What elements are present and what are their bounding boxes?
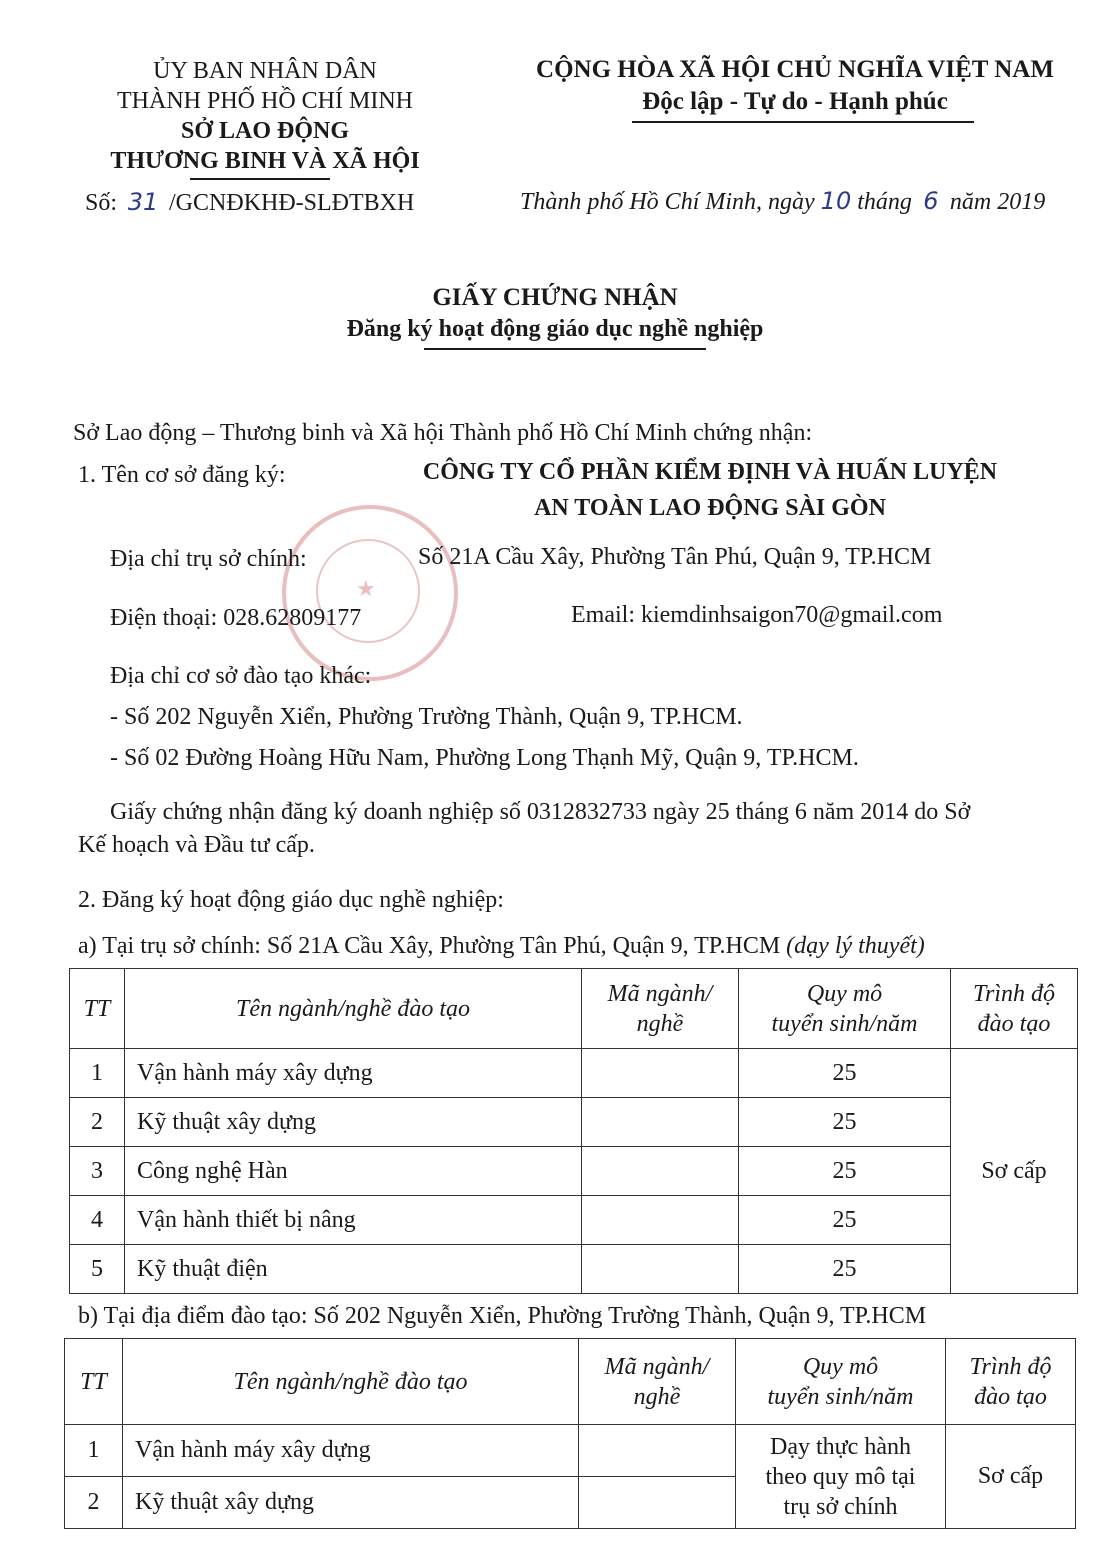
row-tt: 1	[70, 1049, 125, 1098]
number-prefix: Số:	[85, 190, 118, 216]
row-tt: 4	[70, 1196, 125, 1245]
table-row	[70, 1196, 1078, 1245]
business-registration-line-1: Giấy chứng nhận đăng ký doanh nghiệp số 0312832733 ngày 25 tháng 6 năm 2014 do Sở	[110, 799, 971, 825]
certificate-subtitle: Đăng ký hoạt động giáo dục nghề nghiệp	[346, 316, 764, 342]
scale-line-1: Dạy thực hành	[770, 1433, 911, 1460]
header-scale	[739, 969, 951, 1049]
section-a-heading	[78, 933, 925, 960]
item1-label: 1. Tên cơ sở đăng ký:	[78, 462, 286, 488]
table-header-row	[70, 969, 1078, 1049]
header-level-line-1: Trình độ	[969, 1353, 1052, 1380]
date-prefix: Thành phố Hồ Chí Minh, ngày	[520, 189, 815, 215]
row-scale: 25	[739, 1049, 951, 1098]
row-code	[582, 1098, 739, 1147]
company-name-line-2: AN TOÀN LAO ĐỘNG SÀI GÒN	[534, 495, 886, 521]
row-tt: 5	[70, 1245, 125, 1294]
header-scale-line-1: Quy mô	[802, 1353, 879, 1380]
header-code	[579, 1339, 736, 1425]
header-name: Tên ngành/nghề đào tạo	[123, 1339, 579, 1425]
row-scale: 25	[739, 1245, 951, 1294]
row-tt: 1	[65, 1425, 123, 1477]
header-scale-line-1: Quy mô	[806, 980, 883, 1007]
row-name: Kỹ thuật xây dựng	[123, 1477, 579, 1529]
row-name: Vận hành máy xây dựng	[125, 1049, 582, 1098]
row-code	[579, 1425, 736, 1477]
header-code-line-1: Mã ngành/	[607, 980, 713, 1007]
agency-underline	[190, 178, 330, 180]
row-code	[582, 1049, 739, 1098]
other-location-1: - Số 202 Nguyễn Xiển, Phường Trường Thành, Quận 9, TP.HCM.	[110, 704, 743, 730]
date-month-handwritten: 6	[923, 187, 939, 215]
agency-line-4: THƯƠNG BINH VÀ XÃ HỘI	[110, 148, 420, 174]
hq-address: Số 21A Cầu Xây, Phường Tân Phú, Quận 9, TP.HCM	[418, 544, 932, 570]
header-scale-line-2: tuyển sinh/năm	[767, 1383, 914, 1410]
row-tt: 2	[70, 1098, 125, 1147]
table-header-row	[65, 1339, 1076, 1425]
date-year: năm 2019	[949, 189, 1046, 215]
red-seal-stamp: ★	[282, 505, 458, 681]
header-code	[582, 969, 739, 1049]
row-code	[579, 1477, 736, 1529]
row-scale: 25	[739, 1098, 951, 1147]
row-scale: 25	[739, 1147, 951, 1196]
scale-line-2: theo quy mô tại	[765, 1463, 916, 1490]
nation-motto: Độc lập - Tự do - Hạnh phúc	[642, 88, 948, 115]
section-b-heading: b) Tại địa điểm đào tạo: Số 202 Nguyễn Xiển, Phường Trường Thành, Quận 9, TP.HCM	[78, 1303, 927, 1329]
table-row	[65, 1425, 1076, 1477]
phone-text: Điện thoại: 028.62809177	[110, 605, 362, 631]
date-month-word: tháng	[857, 189, 912, 215]
header-level	[946, 1339, 1076, 1425]
row-scale: 25	[739, 1196, 951, 1245]
table-row	[70, 1147, 1078, 1196]
issue-date	[520, 187, 1045, 216]
table-training-site	[64, 1338, 1076, 1529]
subtitle-underline	[424, 348, 706, 350]
document-number	[85, 188, 414, 217]
header-level-line-1: Trình độ	[972, 980, 1056, 1007]
row-code	[582, 1196, 739, 1245]
nation-title: CỘNG HÒA XÃ HỘI CHỦ NGHĨA VIỆT NAM	[536, 56, 1054, 83]
row-tt: 3	[70, 1147, 125, 1196]
row-name: Kỹ thuật xây dựng	[125, 1098, 582, 1147]
header-tt: TT	[70, 969, 125, 1049]
table-row	[70, 1098, 1078, 1147]
hq-label: Địa chỉ trụ sở chính:	[110, 546, 307, 572]
motto-underline	[632, 121, 974, 123]
email-text: Email: kiemdinhsaigon70@gmail.com	[571, 602, 943, 628]
row-code	[582, 1147, 739, 1196]
section-a-note: (dạy lý thuyết)	[786, 933, 925, 959]
business-registration-line-2: Kế hoạch và Đầu tư cấp.	[78, 832, 315, 858]
row-code	[582, 1245, 739, 1294]
date-day-handwritten: 10	[820, 187, 852, 215]
section-a-text: a) Tại trụ sở chính: Số 21A Cầu Xây, Phường Tân Phú, Quận 9, TP.HCM	[78, 933, 781, 959]
header-level	[951, 969, 1078, 1049]
row-name: Vận hành thiết bị nâng	[125, 1196, 582, 1245]
header-scale	[736, 1339, 946, 1425]
number-suffix: /GCNĐKHĐ-SLĐTBXH	[169, 190, 415, 216]
row-name: Công nghệ Hàn	[125, 1147, 582, 1196]
header-code-line-2: nghề	[633, 1383, 681, 1410]
agency-line-1: ỦY BAN NHÂN DÂN	[153, 58, 377, 84]
other-location-2: - Số 02 Đường Hoàng Hữu Nam, Phường Long Thạnh Mỹ, Quận 9, TP.HCM.	[110, 745, 859, 771]
header-code-line-2: nghề	[636, 1010, 684, 1037]
agency-line-2: THÀNH PHỐ HỒ CHÍ MINH	[117, 88, 413, 114]
row-name: Kỹ thuật điện	[125, 1245, 582, 1294]
item2-label: 2. Đăng ký hoạt động giáo dục nghề nghiệp:	[78, 887, 504, 913]
agency-line-3: SỞ LAO ĐỘNG	[180, 118, 350, 144]
row-name: Vận hành máy xây dựng	[123, 1425, 579, 1477]
header-tt: TT	[65, 1339, 123, 1425]
scale-line-3: trụ sở chính	[783, 1493, 898, 1520]
header-name: Tên ngành/nghề đào tạo	[125, 969, 582, 1049]
table-main-campus	[69, 968, 1078, 1294]
intro-text: Sở Lao động – Thương binh và Xã hội Thành phố Hồ Chí Minh chứng nhận:	[73, 420, 813, 446]
row-scale-merged	[736, 1425, 946, 1529]
row-tt: 2	[65, 1477, 123, 1529]
row-level-merged: Sơ cấp	[951, 1049, 1078, 1294]
header-level-line-2: đào tạo	[977, 1010, 1051, 1037]
table-row	[70, 1245, 1078, 1294]
other-locations-label: Địa chỉ cơ sở đào tạo khác:	[110, 663, 372, 689]
certificate-title: GIẤY CHỨNG NHẬN	[432, 284, 678, 311]
number-handwritten: 31	[127, 188, 159, 216]
header-level-line-2: đào tạo	[974, 1383, 1047, 1410]
header-code-line-1: Mã ngành/	[604, 1353, 710, 1380]
header-scale-line-2: tuyển sinh/năm	[771, 1010, 918, 1037]
company-name-line-1: CÔNG TY CỔ PHẦN KIỂM ĐỊNH VÀ HUẤN LUYỆN	[422, 459, 998, 485]
row-level-merged: Sơ cấp	[946, 1425, 1076, 1529]
table-row	[70, 1049, 1078, 1098]
